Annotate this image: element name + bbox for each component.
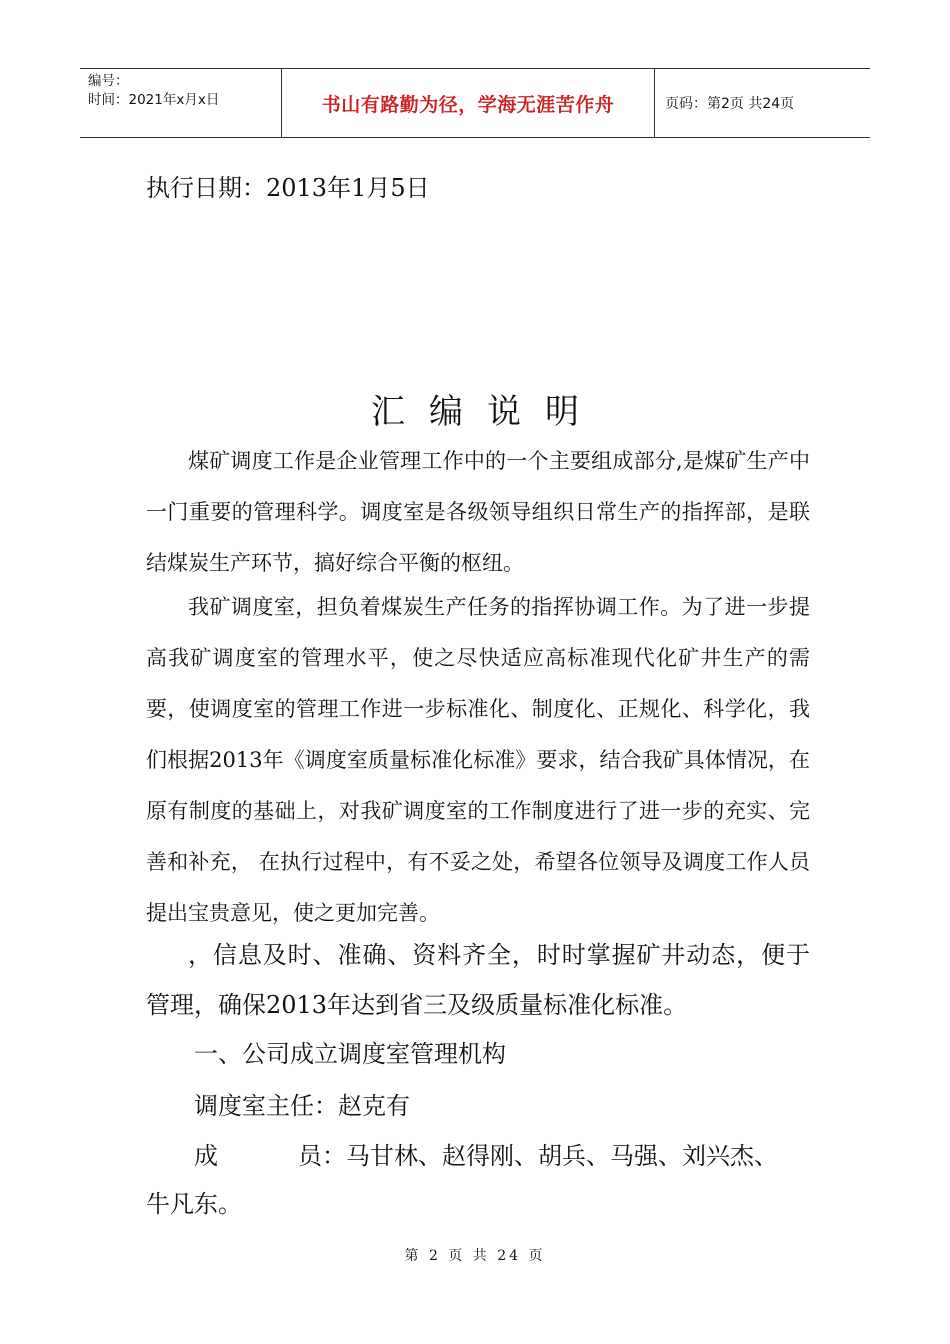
header-motto-cell	[282, 69, 655, 137]
document-title: 汇编说明	[371, 392, 603, 432]
director-line: 调度室主任：赵克有	[194, 1092, 410, 1120]
execution-date: 执行日期：2013年1月5日	[146, 174, 430, 202]
header-table	[80, 68, 870, 138]
paragraph-3: ，信息及时、准确、资料齐全，时时掌握矿井动态，便于管理，确保2013年达到省三及级质量标准化标准。	[146, 941, 810, 1019]
header-meta-cell	[80, 69, 282, 137]
members-label-a: 成	[194, 1142, 218, 1170]
paragraph-1: 煤矿调度工作是企业管理工作中的一个主要组成部分,是煤矿生产中一门重要的管理科学。调度室是各级领导组织日常生产的指挥部，是联结煤炭生产环节，搞好综合平衡的枢纽。	[146, 449, 810, 575]
number-label: 编号：	[88, 73, 129, 89]
header-page-cell	[655, 69, 870, 137]
page-footer: 第 2 页 共 24 页	[404, 1248, 546, 1264]
motto-text: 书山有路勤为径，学海无涯苦作舟	[321, 93, 615, 116]
page-info: 页码：第2页 共24页	[665, 96, 795, 112]
members-line	[194, 1136, 778, 1171]
members-label-b: 员：马甘林、赵得刚、胡兵、马强、刘兴杰、	[298, 1142, 778, 1170]
paragraph-2: 我矿调度室，担负着煤炭生产任务的指挥协调工作。为了进一步提高我矿调度室的管理水平，使之尽快适应高标准现代化矿井生产的需要，使调度室的管理工作进一步标准化、制度化、正规化、科学化，我们根据2013年《调度室质量标准化标准》要求，结合我矿具体情况，在原有制度的基础上，对我矿调度室的工作制度进行了进一步的充实、完善和补充， 在执行过程中，有不妥之处，希望各位领导及调度工作人员提出宝贵意见，使之更加完善。	[146, 595, 810, 925]
members-continuation: 牛凡东。	[146, 1190, 242, 1218]
section-heading: 一、公司成立调度室管理机构	[194, 1040, 506, 1068]
time-label: 时间：2021年x月x日	[88, 92, 220, 108]
